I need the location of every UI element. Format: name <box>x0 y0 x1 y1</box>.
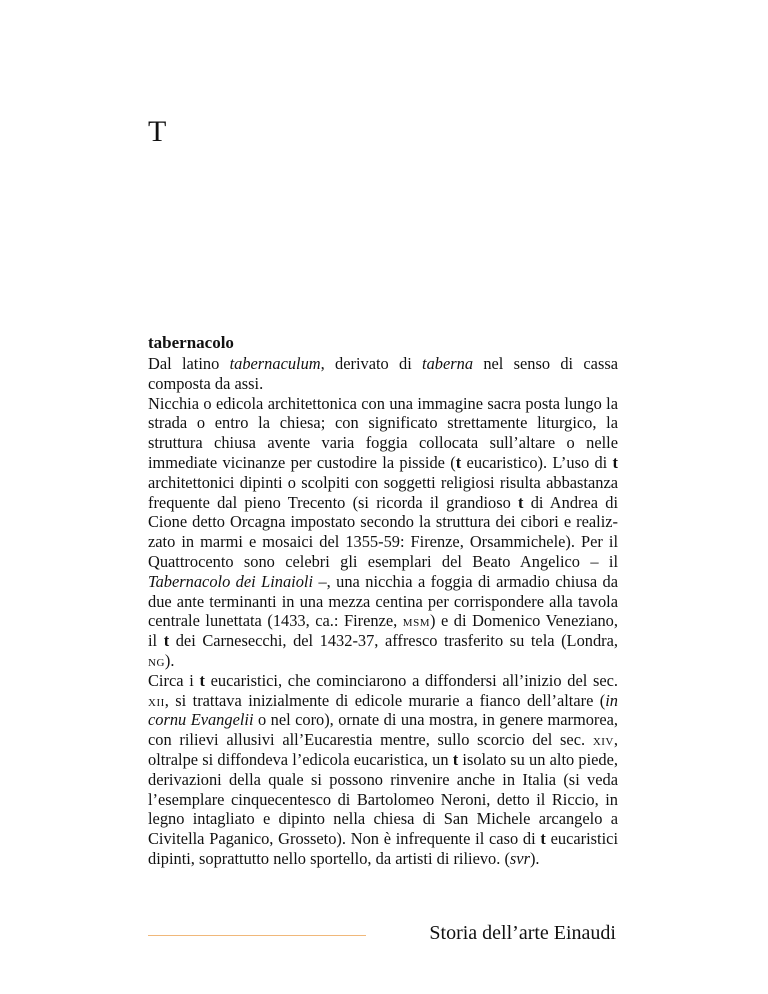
footer-brand: Storia dell’arte Einaudi <box>429 922 616 944</box>
text-run: , derivato di <box>320 354 423 373</box>
text-run: Circa i <box>148 670 200 690</box>
paragraph-eucharistic <box>148 671 618 869</box>
text-run: eucaristico). L’uso di <box>461 452 613 472</box>
text-run: t <box>163 631 170 651</box>
text-run: t <box>612 452 619 472</box>
text-run: taberna <box>422 354 474 373</box>
text-run: –, una nicchia a foggia di armadio chiusa da due ante terminanti in una mezza centina per corrispondere alla tavola centrale lunettata (1433, ca.: Firenze, <box>148 571 619 631</box>
text-run: t <box>540 829 546 849</box>
paragraph-definition <box>148 394 618 671</box>
text-run: di Andrea di Cione detto Orcagna impostato secondo la struttura dei cibori e realizzato in marmi e mosaici del 1355-59: Firenze, Orsammichele). Per il Quattrocento sono celebri gli esemplari del Beato Angelico – il <box>148 492 618 571</box>
text-run: isolato su un alto piede, derivazioni della quale si possono rinvenire anche in Italia (si veda l’esemplare cinquecentesco di Bartolomeo Neroni, detto il Riccio, in legno intagliato e dipinto nella chiesa di San Michele arcangelo a Civitella Paganico, Grosseto). Non è infrequente il caso di <box>148 749 618 849</box>
text-run: Tabernacolo dei Linaioli <box>148 571 314 591</box>
text-run: ) e di Domenico Veneziano, il <box>148 611 618 651</box>
text-run: t <box>518 492 524 512</box>
text-run: tabernaculum <box>229 354 321 373</box>
footer-rule <box>148 935 366 936</box>
text-run: t <box>199 670 205 690</box>
text-run: svr <box>509 848 530 868</box>
section-letter: T <box>148 115 167 148</box>
article <box>148 332 618 869</box>
text-run: , si trattava inizialmente di edicole murarie a fianco dell’altare ( <box>164 690 606 710</box>
text-run: xii <box>148 690 165 710</box>
text-run: nel senso di cassa composta da assi. <box>148 354 618 393</box>
text-run: o nel coro), ornate di una mostra, in genere marmorea, con rilievi allusivi all’Eucarestia mentre, sullo scorcio del sec. <box>148 710 619 750</box>
text-run: t <box>455 452 462 472</box>
text-run: Dal latino <box>148 354 230 373</box>
text-run: Nicchia o edicola architettonica con una immagine sacra posta lungo la strada o entro la chiesa; con significato strettamente liturgico, la struttura chiusa avente varia foggia collocata sull’altare o nelle immediate vicinanze per custodire la pisside ( <box>148 393 618 472</box>
text-run: t <box>452 749 459 769</box>
text-run: ng <box>148 650 165 670</box>
text-run: , oltralpe si diffondeva l’edicola eucaristica, un <box>148 730 618 769</box>
entry-title: tabernacolo <box>148 333 234 352</box>
text-run: dei Carnesecchi, del 1432-37, affresco trasferito su tela (Londra, <box>169 631 618 651</box>
text-run: ). <box>529 848 540 868</box>
text-run: in cornu Evangelii <box>148 690 618 730</box>
paragraph-etymology <box>148 354 618 394</box>
text-run: ). <box>164 650 175 670</box>
text-run: eucaristici dipinti, soprattutto nello sportello, da artisti di rilievo. ( <box>148 829 618 868</box>
text-run: msm <box>402 611 430 631</box>
text-run: architettonici dipinti o scolpiti con soggetti religiosi risulta abbastanza frequente dal pieno Trecento (si ricorda il grandioso <box>148 472 618 512</box>
text-run: eucaristici, che cominciarono a diffondersi all’inizio del sec. <box>204 670 619 690</box>
text-run: xiv <box>592 730 614 750</box>
